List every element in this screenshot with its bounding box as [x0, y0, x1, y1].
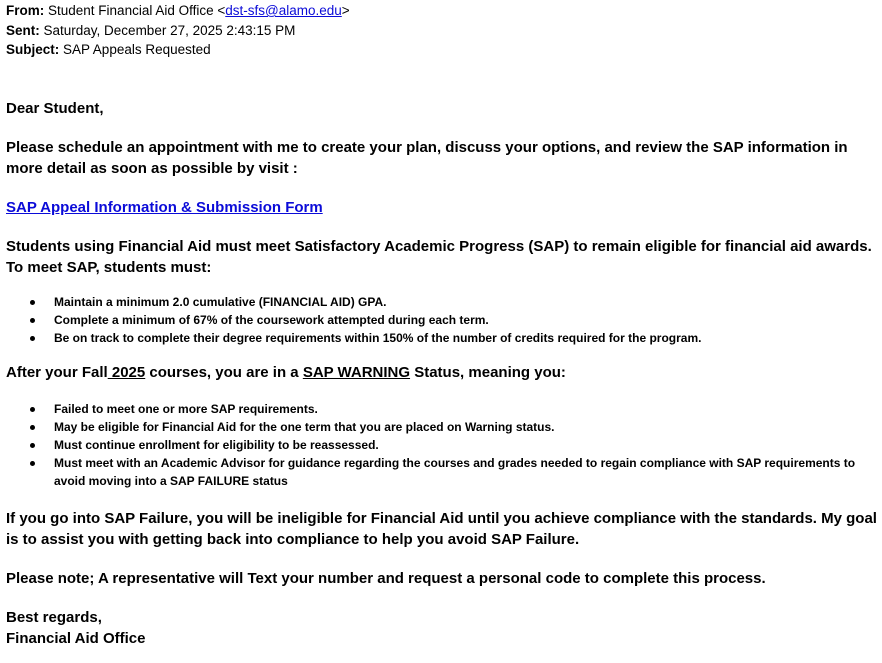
list-item: Must meet with an Academic Advisor for guidance regarding the courses and grades needed to regain compliance with SAP requirements to avoid moving into a SAP FAILURE status [54, 454, 878, 490]
signature: Financial Aid Office [6, 630, 146, 647]
sent-label: Sent: [6, 22, 40, 38]
after-prefix: After your Fall [6, 364, 108, 381]
sap-failure-paragraph: If you go into SAP Failure, you will be ineligible for Financial Aid until you achieve compliance with the standards. My goal is to assist you with getting back into compliance to help you avoid SAP Failure. [6, 510, 877, 548]
from-name: Student Financial Aid Office < [48, 3, 226, 18]
email-header [6, 1, 350, 60]
term-year: 2025 [107, 364, 146, 381]
sap-warning-paragraph [6, 362, 878, 383]
greeting: Dear Student, [6, 100, 104, 117]
from-label: From: [6, 3, 45, 18]
list-item: May be eligible for Financial Aid for the one term that you are placed on Warning status. [54, 418, 878, 436]
subject-value: SAP Appeals Requested [63, 42, 211, 57]
sender-email-link[interactable]: dst-sfs@alamo.edu [225, 3, 342, 18]
email-body [6, 96, 878, 649]
sent-value: Saturday, December 27, 2025 2:43:15 PM [43, 22, 296, 38]
after-mid: courses, you are in a [145, 364, 303, 381]
list-item: Failed to meet one or more SAP requirements. [54, 400, 878, 418]
from-row [6, 1, 350, 21]
sap-requirements-intro: Students using Financial Aid must meet Satisfactory Academic Progress (SAP) to remain eligible for financial aid awards. To meet SAP, students must: [6, 238, 872, 276]
warning-list [6, 400, 878, 490]
from-close: > [341, 3, 350, 18]
list-item: Maintain a minimum 2.0 cumulative (FINANCIAL AID) GPA. [54, 293, 878, 311]
list-item: Complete a minimum of 67% of the coursework attempted during each term. [54, 311, 878, 329]
sap-warning-status: SAP WARNING [302, 364, 411, 381]
subject-label: Subject: [6, 42, 60, 57]
after-suffix: Status, meaning you: [410, 364, 566, 381]
closing: Best regards, [6, 609, 102, 626]
note-paragraph: Please note; A representative will Text your number and request a personal code to complete this process. [6, 570, 766, 587]
appointment-paragraph: Please schedule an appointment with me to create your plan, discuss your options, and review the SAP information in more detail as soon as possible by visit : [6, 139, 848, 177]
sent-row [6, 21, 350, 41]
list-item: Be on track to complete their degree requirements within 150% of the number of credits required for the program. [54, 329, 878, 347]
requirements-list [6, 293, 878, 347]
subject-row [6, 40, 350, 60]
sap-appeal-form-link[interactable]: SAP Appeal Information & Submission Form [6, 199, 323, 216]
list-item: Must continue enrollment for eligibility to be reassessed. [54, 436, 878, 454]
link-paragraph [6, 197, 878, 218]
